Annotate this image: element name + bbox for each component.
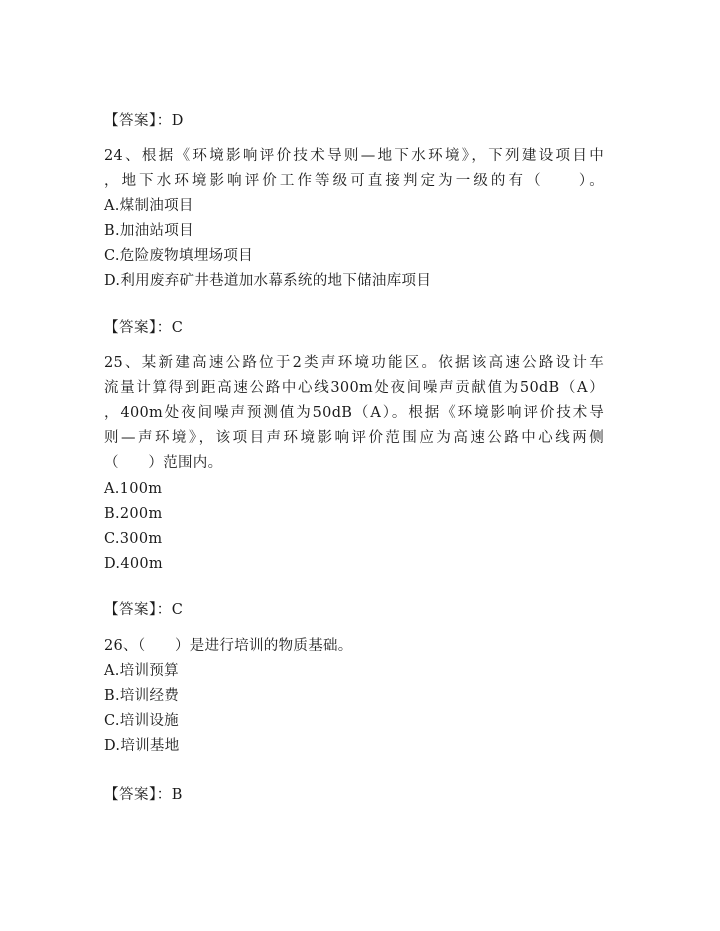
question-24-option-c: C.危险废物填埋场项目 <box>104 248 253 264</box>
question-25-stem-line-3: ，400m处夜间噪声预测值为50dB（A）。根据《环境影响评价技术导 <box>104 405 604 421</box>
question-25-option-d: D.400m <box>104 556 163 572</box>
question-24-option-d: D.利用废弃矿井巷道加水幕系统的地下储油库项目 <box>104 273 432 289</box>
question-26-option-a: A.培训预算 <box>104 663 179 679</box>
answer-label-25: 【答案】：C <box>104 602 184 618</box>
question-25-option-b: B.200m <box>104 506 163 522</box>
question-25-stem-line-1: 25、某新建高速公路位于2类声环境功能区。依据该高速公路设计车 <box>104 355 604 371</box>
question-24-stem-line-1: 24、根据《环境影响评价技术导则—地下水环境》，下列建设项目中 <box>104 148 604 164</box>
question-25-stem-line-2: 流量计算得到距高速公路中心线300m处夜间噪声贡献值为50dB（A） <box>104 380 604 396</box>
answer-label-24: 【答案】：C <box>104 320 184 336</box>
question-25-stem-line-5: （ ）范围内。 <box>104 455 223 471</box>
question-24-option-a: A.煤制油项目 <box>104 198 194 214</box>
question-26-option-c: C.培训设施 <box>104 713 179 729</box>
question-25-stem-line-4: 则—声环境》，该项目声环境影响评价范围应为高速公路中心线两侧 <box>104 430 604 446</box>
answer-label-prev: 【答案】：D <box>104 113 184 129</box>
question-24-stem-line-2: ，地下水环境影响评价工作等级可直接判定为一级的有（ ）。 <box>104 173 604 189</box>
answer-label-26: 【答案】：B <box>104 787 183 803</box>
question-25-option-c: C.300m <box>104 531 163 547</box>
question-24-option-b: B.加油站项目 <box>104 223 194 239</box>
question-26-option-b: B.培训经费 <box>104 688 180 704</box>
question-25-option-a: A.100m <box>104 481 163 497</box>
question-26-option-d: D.培训基地 <box>104 738 180 754</box>
question-26-stem-line-1: 26、（ ）是进行培训的物质基础。 <box>104 638 353 654</box>
